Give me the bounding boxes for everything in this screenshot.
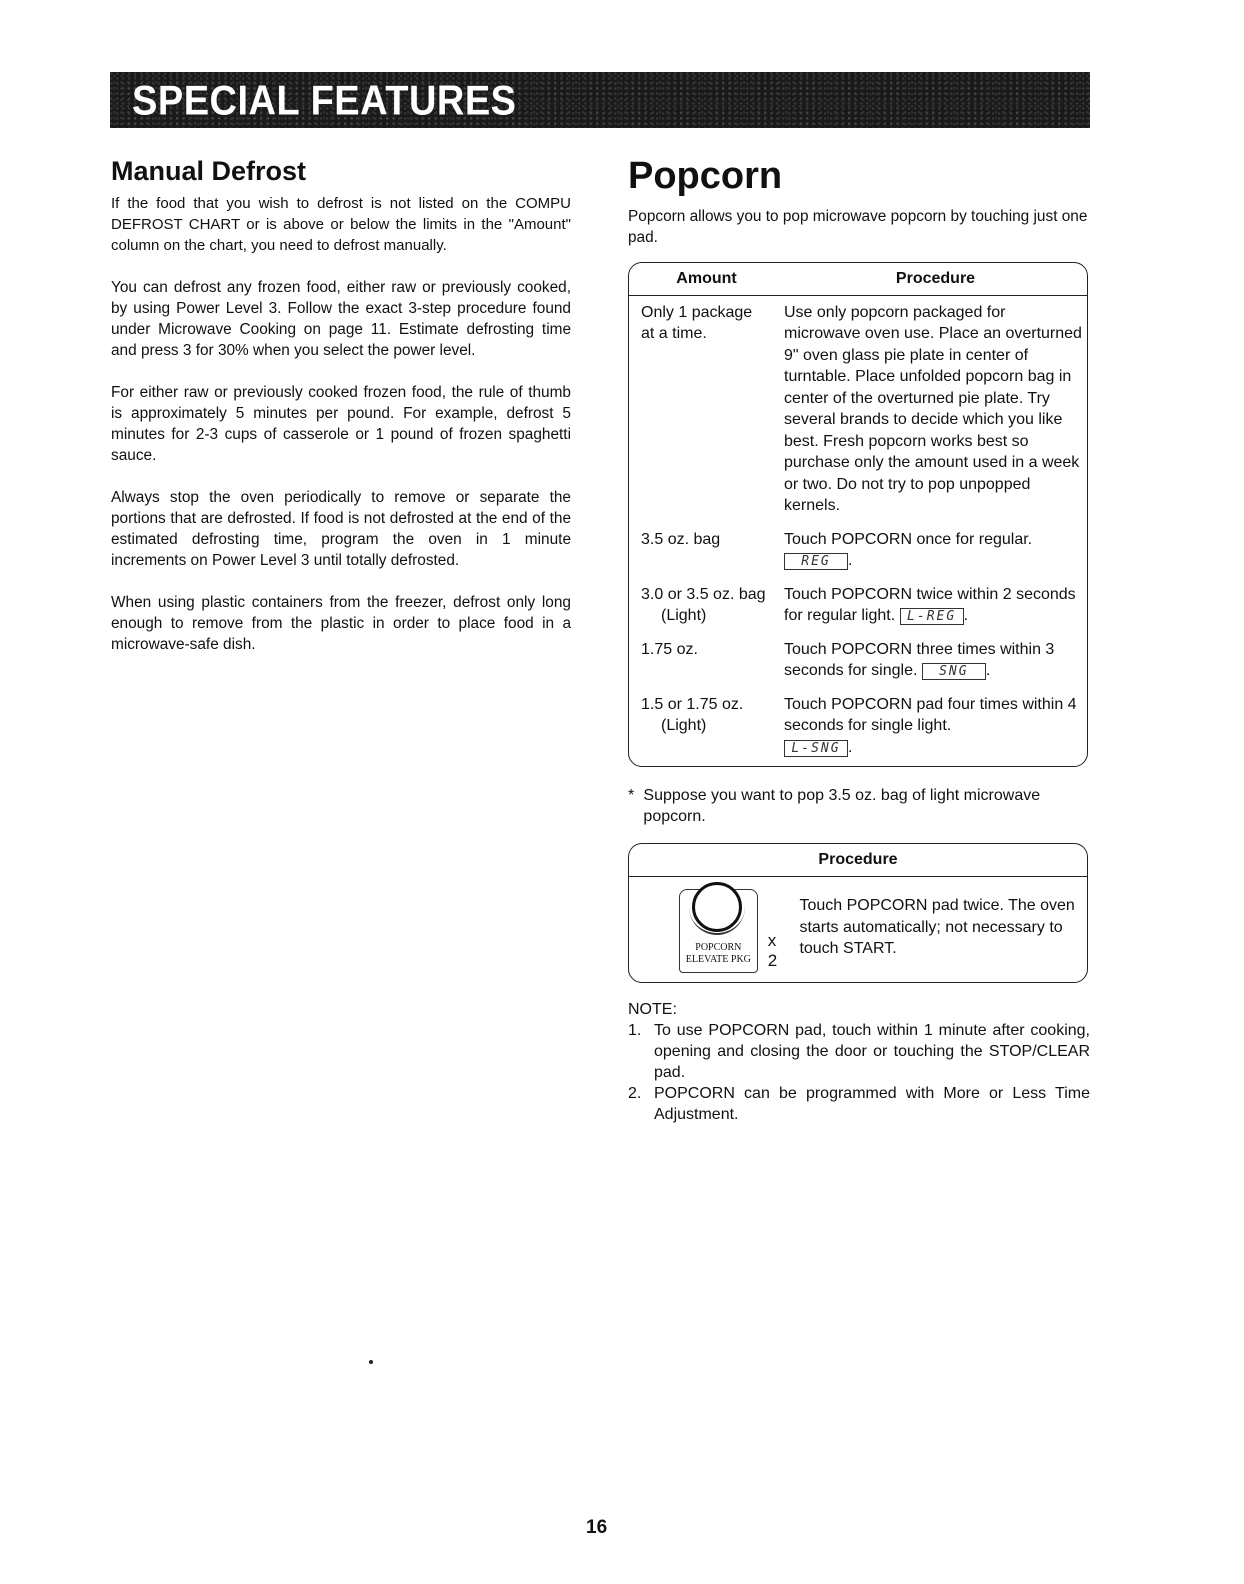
column-header-procedure: Procedure (895, 269, 976, 287)
defrost-paragraph: Always stop the oven periodically to remove or separate the portions that are defrosted. If food is not defrosted at the end of the estimated defrosting time, program the oven in 1 minute increments on Power Level 3 until totally defrosted. (111, 489, 571, 569)
amount-cell: Only 1 package at a time. (641, 303, 753, 343)
note-text: To use POPCORN pad, touch within 1 minute after cooking, opening and closing the door or touching the STOP/CLEAR pad. (654, 1022, 1090, 1082)
example-procedure-box (628, 843, 1088, 983)
popcorn-intro: Popcorn allows you to pop microwave popcorn by touching just one pad. (628, 207, 1088, 246)
procedure-cell (784, 529, 1087, 572)
punctuation: . (848, 738, 853, 756)
popcorn-section (628, 156, 1090, 1125)
popcorn-heading: Popcorn (628, 155, 783, 197)
procedure-cell (784, 584, 1087, 627)
pad-label-line1: POPCORN (695, 942, 742, 954)
defrost-paragraph: For either raw or previously cooked frozen food, the rule of thumb is approximately 5 minutes per pound. For example, defrost 5 minutes for 2-3 cups of casserole or 1 pound of frozen spaghetti sauce. (111, 384, 571, 464)
column-header-amount: Amount (676, 269, 737, 287)
popcorn-pad-icon (679, 889, 758, 973)
table-row (629, 694, 1087, 759)
amount-cell (629, 584, 784, 627)
amount-cell (629, 529, 784, 572)
display-readout: L-REG (900, 608, 964, 625)
pad-button-circle-icon (692, 882, 742, 932)
pad-label (680, 942, 757, 966)
scan-speck (369, 1360, 373, 1364)
table-row (629, 529, 1087, 572)
note-number: 2. (628, 1085, 642, 1103)
display-readout: SNG (922, 663, 986, 680)
punctuation: . (963, 607, 969, 625)
procedure-cell (784, 639, 1087, 682)
pad-label-line2: ELEVATE PKG (685, 954, 751, 966)
punctuation: . (848, 552, 853, 570)
amount-text: 1.5 or 1.75 oz. (641, 695, 744, 713)
amount-cell (629, 694, 784, 759)
section-banner (110, 72, 1090, 128)
procedure-text: Touch POPCORN twice within 2 seconds for regular light. (784, 585, 1076, 625)
amount-text: 1.75 oz. (641, 640, 698, 658)
table-row (629, 302, 1087, 517)
punctuation: . (985, 662, 991, 680)
table-header (629, 263, 1087, 296)
footnote-marker: * (628, 787, 635, 805)
display-readout: REG (784, 553, 848, 570)
amount-text: 3.0 or 3.5 oz. bag (641, 585, 766, 603)
amount-text: 3.5 oz. bag (641, 530, 721, 548)
amount-cell (629, 639, 784, 682)
amount-subtext: (Light) (661, 717, 707, 735)
footnote-text: Suppose you want to pop 3.5 oz. bag of light microwave popcorn. (643, 787, 1041, 826)
manual-defrost-section (111, 156, 571, 676)
amount-subtext: (Light) (661, 607, 707, 625)
procedure-text: Touch POPCORN three times within 3 seconds for single. (784, 640, 1055, 680)
defrost-paragraph: If the food that you wish to defrost is not listed on the COMPU DEFROST CHART or is above or below the limits in the "Amount" column on the chart, you need to defrost manually. (111, 195, 571, 254)
display-readout: L-SNG (784, 740, 848, 757)
defrost-paragraph: When using plastic containers from the freezer, defrost only long enough to remove from the plastic in order to place food in a microwave-safe dish. (111, 594, 571, 653)
page-number: 16 (586, 1517, 608, 1538)
note-number: 1. (628, 1022, 642, 1040)
note-label: NOTE: (628, 1001, 677, 1019)
example-header: Procedure (629, 844, 1087, 877)
table-row (629, 584, 1087, 627)
note-item (628, 1020, 1090, 1083)
manual-defrost-heading: Manual Defrost (111, 156, 307, 186)
procedure-text: Touch POPCORN once for regular. (784, 530, 1033, 548)
note-section (628, 999, 1090, 1125)
banner-title: SPECIAL FEATURES (132, 78, 517, 125)
footnote (628, 785, 1090, 827)
note-text: POPCORN can be programmed with More or Less Time Adjustment. (654, 1085, 1090, 1124)
example-procedure-text: Touch POPCORN pad twice. The oven starts automatically; not necessary to touch START. (799, 897, 1075, 958)
table-row (629, 639, 1087, 682)
procedure-cell: Use only popcorn packaged for microwave oven use. Place an overturned 9" oven glass pie plate in center of turntable. Place unfolded popcorn bag in center of the overturned pie plate. Try several brands to decide which you like best. Fresh popcorn works best so purchase only the amount used in a week or two. Do not try to pop unpopped kernels. (784, 303, 1082, 515)
procedure-cell (784, 694, 1087, 759)
note-item (628, 1083, 1090, 1125)
procedure-text: Touch POPCORN pad four times within 4 seconds for single light. (784, 695, 1077, 735)
press-multiplier: x 2 (767, 931, 778, 971)
popcorn-table (628, 262, 1088, 768)
defrost-paragraph: You can defrost any frozen food, either raw or previously cooked, by using Power Level 3. Follow the exact 3-step procedure found under Microwave Cooking on page 11. Estimate defrosting time and press 3 for 30% when you select the power level. (111, 279, 571, 359)
